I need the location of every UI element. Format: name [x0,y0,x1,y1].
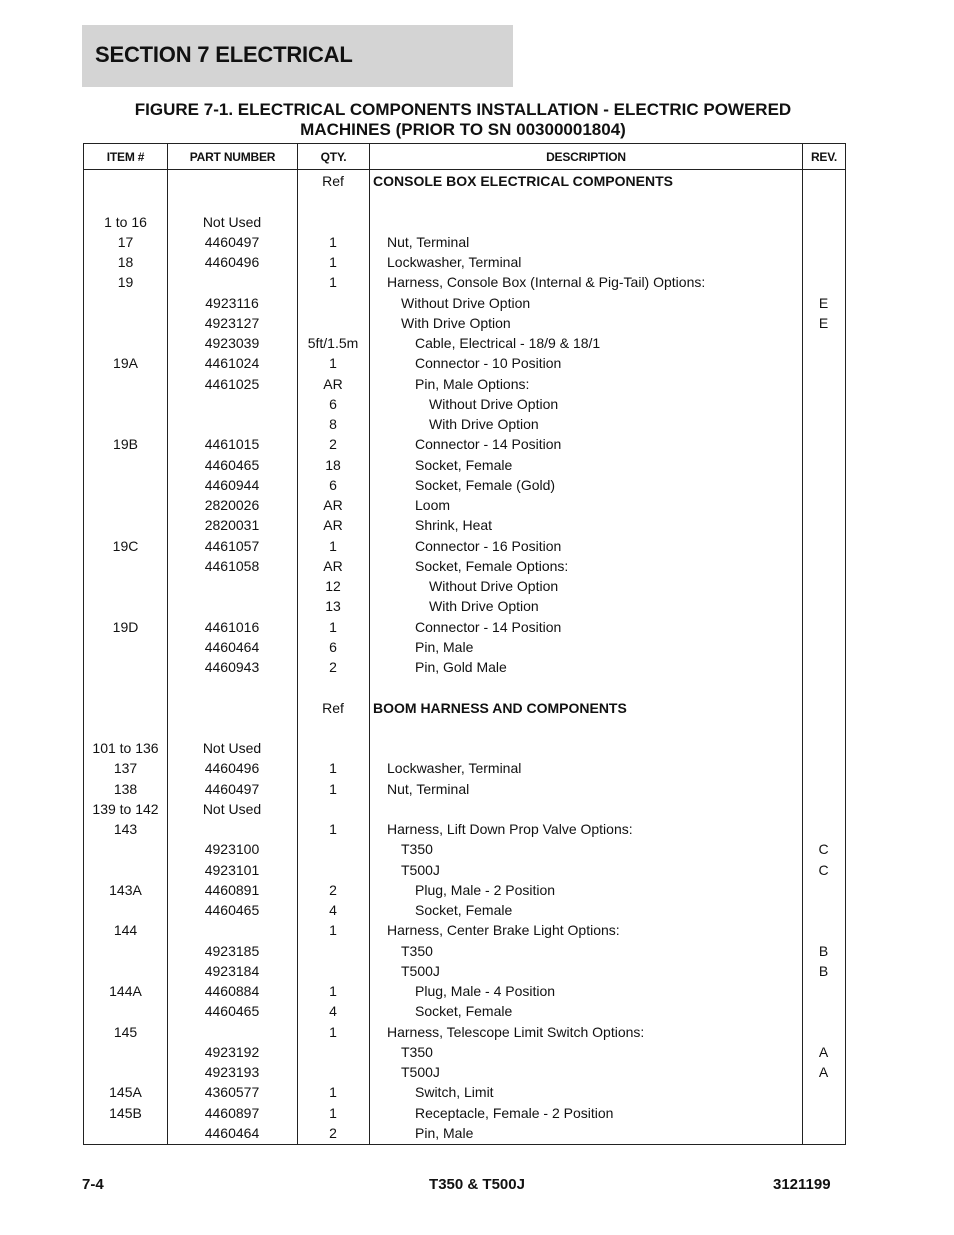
cell-qty: Ref [322,173,344,190]
table-row [84,1062,845,1082]
cell-qty: 18 [325,456,341,473]
cell-rev: A [818,1043,829,1060]
cell-description: CONSOLE BOX ELECTRICAL COMPONENTS [373,173,673,190]
cell-qty: 8 [329,416,337,433]
cell-part-number: 4461058 [204,557,260,574]
cell-description: Plug, Male - 2 Position [415,881,556,898]
cell-part-number: Not Used [202,800,262,817]
cell-part-number: 4923184 [204,962,260,979]
cell-description: Nut, Terminal [387,233,470,250]
cell-qty: AR [323,375,343,392]
cell-qty: 1 [329,1084,337,1101]
header-item: ITEM # [106,149,145,164]
cell-description: Plug, Male - 4 Position [415,983,556,1000]
table-row [84,1103,845,1123]
cell-part-number: 4460497 [204,233,260,250]
cell-description: Socket, Female (Gold) [415,476,556,493]
header-qty: QTY. [297,144,369,169]
table-row [84,758,845,778]
cell-part-number: 4460464 [204,638,260,655]
cell-item: 1 to 16 [104,213,147,230]
table-row [84,495,845,515]
cell-description: Pin, Male Options: [415,375,530,392]
cell-qty: AR [323,557,343,574]
cell-part-number: 2820031 [204,517,260,534]
cell-part-number: 4460897 [204,1104,260,1121]
cell-item: 18 [117,254,134,271]
cell-description: Shrink, Heat [415,517,493,534]
cell-qty: 6 [329,476,337,493]
cell-description: Harness, Lift Down Prop Valve Options: [387,821,633,838]
footer-doc-number: 3121199 [773,1176,831,1193]
cell-part-number: Not Used [202,740,262,757]
cell-qty: 1 [329,780,337,797]
cell-part-number: 4460943 [204,659,260,676]
table-body [84,170,845,1144]
table-row [84,515,845,535]
footer-model: T350 & T500J [429,1176,525,1193]
table-row [84,455,845,475]
cell-part-number: 4460891 [204,881,260,898]
table-row [84,718,845,738]
cell-part-number: 4460944 [204,476,260,493]
cell-description: Pin, Male [415,1124,474,1141]
cell-part-number: 4461057 [204,537,260,554]
cell-description: BOOM HARNESS AND COMPONENTS [373,699,627,716]
table-row [84,839,845,859]
table-row [84,779,845,799]
cell-qty: 1 [329,983,337,1000]
table-row [84,171,845,191]
section-header-band [82,25,513,87]
table-row [84,1123,845,1143]
table-row [84,475,845,495]
cell-part-number: 4460465 [204,456,260,473]
table-row [84,799,845,819]
cell-item: 144 [113,922,138,939]
table-row [84,941,845,961]
cell-description: T500J [401,1064,440,1081]
table-row [84,1001,845,1021]
cell-qty: 2 [329,436,337,453]
table-row [84,819,845,839]
cell-item: 19C [112,537,139,554]
header-rev: REV. [802,144,845,169]
table-row [84,353,845,373]
section-title: SECTION 7 ELECTRICAL [95,42,353,67]
cell-qty: 13 [325,598,341,615]
table-row [84,920,845,940]
parts-table [83,143,846,1145]
cell-description: T500J [401,962,440,979]
cell-description: T350 [401,1043,433,1060]
cell-description: Harness, Telescope Limit Switch Options: [387,1023,645,1040]
footer-page-number: 7-4 [82,1176,104,1193]
table-row [84,434,845,454]
table-row [84,191,845,211]
cell-rev: E [818,294,829,311]
cell-item: 137 [113,760,138,777]
cell-description: Pin, Gold Male [415,659,507,676]
cell-item: 144A [109,983,142,1000]
cell-item: 145B [109,1104,142,1121]
cell-part-number: 4360577 [204,1084,260,1101]
cell-description: Without Drive Option [429,578,559,595]
table-row [84,880,845,900]
cell-part-number: 4923192 [204,1043,260,1060]
cell-description: T350 [401,841,433,858]
cell-qty: AR [323,517,343,534]
table-row [84,617,845,637]
cell-rev: A [818,1064,829,1081]
cell-part-number: 4923116 [205,294,259,311]
cell-description: Loom [415,497,451,514]
cell-qty: AR [323,497,343,514]
table-row [84,657,845,677]
table-row [84,374,845,394]
cell-description: Socket, Female [415,456,513,473]
cell-part-number: 4460496 [204,254,260,271]
table-row [84,576,845,596]
table-row [84,981,845,1001]
cell-rev: C [818,841,829,858]
cell-item: 19D [112,618,139,635]
table-row [84,333,845,353]
cell-description: With Drive Option [401,314,511,331]
cell-item: 145 [113,1023,138,1040]
cell-qty: Ref [322,699,344,716]
cell-item: 138 [113,780,138,797]
cell-part-number: 4923039 [204,335,260,352]
table-row [84,1082,845,1102]
cell-part-number: 4460884 [204,983,260,1000]
cell-qty: 1 [329,1104,337,1121]
cell-part-number: 4460496 [204,760,260,777]
cell-item: 145A [109,1084,142,1101]
cell-item: 139 to 142 [92,800,159,817]
cell-rev: E [818,314,829,331]
cell-rev: B [818,962,829,979]
cell-description: Lockwasher, Terminal [387,760,522,777]
table-header-row [84,144,845,170]
cell-qty: 2 [329,1124,337,1141]
cell-description: Socket, Female [415,1003,513,1020]
table-row [84,272,845,292]
cell-description: T500J [401,861,440,878]
cell-qty: 2 [329,659,337,676]
cell-part-number: 4461025 [204,375,260,392]
table-row [84,313,845,333]
table-row [84,252,845,272]
cell-qty: 1 [329,922,337,939]
cell-description: Connector - 10 Position [415,355,562,372]
cell-qty: 1 [329,274,337,291]
cell-qty: 2 [329,881,337,898]
cell-part-number: 4461016 [204,618,260,635]
cell-qty: 5ft/1.5m [307,335,359,352]
figure-title-line-2: MACHINES (PRIOR TO SN 00300001804) [300,120,626,139]
column-divider [297,170,298,1144]
table-row [84,738,845,758]
cell-qty: 1 [329,254,337,271]
cell-qty: 12 [325,578,341,595]
table-row [84,293,845,313]
cell-qty: 4 [329,1003,337,1020]
table-row [84,414,845,434]
table-row [84,677,845,697]
cell-item: 17 [117,233,134,250]
cell-description: Connector - 14 Position [415,436,562,453]
cell-qty: 1 [329,537,337,554]
column-divider [167,170,168,1144]
cell-rev: C [818,861,829,878]
cell-part-number: Not Used [202,213,262,230]
cell-part-number: 4923127 [204,314,260,331]
column-divider [369,170,370,1144]
cell-part-number: 4923185 [204,942,260,959]
table-row [84,900,845,920]
cell-description: Cable, Electrical - 18/9 & 18/1 [415,335,601,352]
cell-part-number: 4460497 [204,780,260,797]
cell-item: 19B [113,436,138,453]
column-divider [802,170,803,1144]
cell-description: Lockwasher, Terminal [387,254,522,271]
table-row [84,556,845,576]
cell-part-number: 4461024 [204,355,260,372]
table-row [84,637,845,657]
cell-item: 143A [109,881,142,898]
cell-qty: 1 [329,760,337,777]
cell-qty: 1 [329,355,337,372]
cell-part-number: 4923101 [204,861,260,878]
header-description: DESCRIPTION [369,144,802,169]
table-row [84,1022,845,1042]
cell-description: T350 [401,942,433,959]
cell-description: Connector - 14 Position [415,618,562,635]
cell-description: Receptacle, Female - 2 Position [415,1104,614,1121]
cell-qty: 1 [329,821,337,838]
cell-description: Harness, Center Brake Light Options: [387,922,620,939]
cell-item: 143 [113,821,138,838]
figure-title [82,100,844,140]
cell-description: Without Drive Option [401,294,531,311]
cell-part-number: 4923193 [204,1064,260,1081]
figure-title-line-1: FIGURE 7-1. ELECTRICAL COMPONENTS INSTALLATION - ELECTRIC POWERED [134,100,792,119]
cell-description: With Drive Option [429,416,539,433]
cell-part-number: 4460465 [204,902,260,919]
table-row [84,1042,845,1062]
table-row [84,536,845,556]
cell-qty: 6 [329,395,337,412]
cell-description: Socket, Female [415,902,513,919]
cell-part-number: 4460464 [204,1124,260,1141]
table-row [84,232,845,252]
table-row [84,860,845,880]
cell-qty: 1 [329,233,337,250]
table-row [84,961,845,981]
header-part-number: PART NUMBER [167,144,297,169]
cell-part-number: 4461015 [204,436,260,453]
cell-qty: 1 [329,1023,337,1040]
table-row [84,394,845,414]
cell-qty: 6 [329,638,337,655]
cell-part-number: 4460465 [204,1003,260,1020]
table-row [84,596,845,616]
cell-description: Without Drive Option [429,395,559,412]
cell-part-number: 2820026 [204,497,260,514]
cell-description: Pin, Male [415,638,474,655]
cell-item: 19 [117,274,134,291]
cell-rev: B [818,942,829,959]
cell-description: Nut, Terminal [387,780,470,797]
cell-item: 19A [113,355,138,372]
table-row [84,698,845,718]
cell-description: Switch, Limit [415,1084,494,1101]
cell-qty: 1 [329,618,337,635]
cell-item: 101 to 136 [92,740,159,757]
table-row [84,212,845,232]
cell-description: Harness, Console Box (Internal & Pig-Tail) Options: [387,274,706,291]
cell-part-number: 4923100 [204,841,260,858]
cell-description: Connector - 16 Position [415,537,562,554]
cell-qty: 4 [329,902,337,919]
cell-description: Socket, Female Options: [415,557,569,574]
cell-description: With Drive Option [429,598,539,615]
